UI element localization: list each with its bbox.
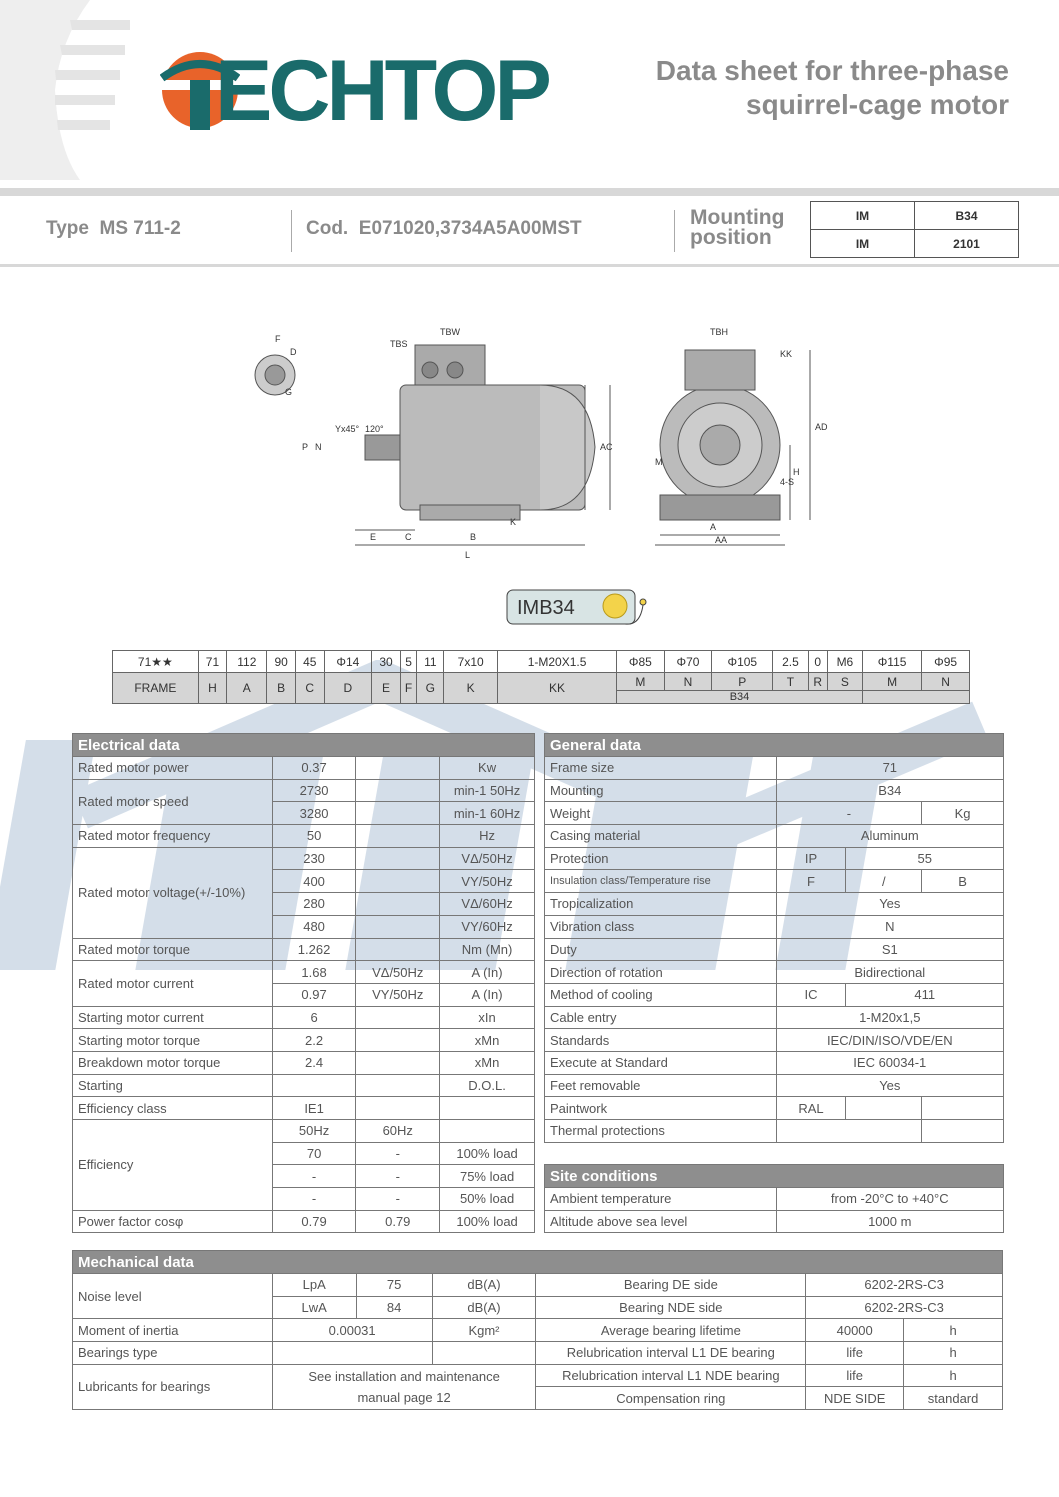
dim-value: Φ70 <box>664 651 712 673</box>
dim-label: T <box>773 673 808 691</box>
separator <box>674 210 675 252</box>
cell: IE1 <box>272 1097 356 1120</box>
lubricant-note-line: manual page 12 <box>357 1389 451 1405</box>
dim-label: KK <box>498 673 617 704</box>
cell: VY/50Hz <box>356 983 440 1006</box>
svg-text:TBW: TBW <box>440 327 460 337</box>
lubricant-note <box>272 1364 536 1409</box>
cell: xMn <box>440 1029 535 1052</box>
cod-label: Cod. <box>306 218 349 239</box>
svg-text:KK: KK <box>780 349 793 359</box>
cell: / <box>846 870 922 893</box>
im-cell: 2101 <box>915 230 1019 258</box>
row-label: Efficiency class <box>73 1097 273 1120</box>
row-label: Breakdown motor torque <box>73 1051 273 1074</box>
dim-label: M <box>617 673 665 691</box>
row-label: Casing material <box>545 825 777 848</box>
cell: VΔ/50Hz <box>440 847 535 870</box>
row-label: Rated motor voltage(+/-10%) <box>73 847 273 938</box>
cell <box>356 1029 440 1052</box>
dim-label: E <box>372 673 401 704</box>
cell: h <box>904 1342 1003 1365</box>
dim-label: G <box>417 673 444 704</box>
cell: Compensation ring <box>536 1387 806 1410</box>
cell <box>776 1120 922 1143</box>
table-row <box>73 779 535 802</box>
dim-group-empty <box>863 691 970 704</box>
cell: Yes <box>776 893 1003 916</box>
row-label: Ambient temperature <box>545 1188 777 1211</box>
cell: Kg <box>922 802 1004 825</box>
document-title <box>656 54 1009 122</box>
cell: 1000 m <box>776 1210 1003 1233</box>
dim-label: N <box>922 673 970 691</box>
section-title: Site conditions <box>545 1165 1004 1188</box>
cell <box>922 1097 1004 1120</box>
table-row <box>545 1097 1004 1120</box>
cell <box>440 1097 535 1120</box>
dim-value: Φ115 <box>863 651 922 673</box>
cell: VY/60Hz <box>440 915 535 938</box>
cell: 411 <box>846 983 1004 1006</box>
table-row <box>545 1120 1004 1143</box>
cell: Relubrication interval L1 DE bearing <box>536 1342 806 1365</box>
dim-value: Φ85 <box>617 651 665 673</box>
cell: 2.2 <box>272 1029 356 1052</box>
section-title: Mechanical data <box>73 1251 1003 1274</box>
svg-text:AC: AC <box>600 442 613 452</box>
table-row <box>73 847 535 870</box>
row-label: Cable entry <box>545 1006 777 1029</box>
dim-label: S <box>827 673 862 691</box>
mechanical-data-table <box>72 1250 1003 1410</box>
dim-label: C <box>295 673 324 704</box>
cell <box>356 938 440 961</box>
svg-text:M: M <box>655 457 663 467</box>
cell: 100% load <box>440 1142 535 1165</box>
cell: IC <box>776 983 846 1006</box>
cell <box>272 1074 356 1097</box>
dim-label: K <box>444 673 498 704</box>
cell: life <box>806 1364 904 1387</box>
cell: F <box>776 870 846 893</box>
cell <box>356 1051 440 1074</box>
cell: xMn <box>440 1051 535 1074</box>
row-label: Rated motor torque <box>73 938 273 961</box>
cell: 0.97 <box>272 983 356 1006</box>
cell: Hz <box>440 825 535 848</box>
table-row <box>545 1051 1004 1074</box>
cell: 50 <box>272 825 356 848</box>
svg-text:E: E <box>370 532 377 542</box>
cell: 2730 <box>272 779 356 802</box>
cell: standard <box>904 1387 1003 1410</box>
cell: VY/50Hz <box>440 870 535 893</box>
table-row <box>545 1029 1004 1052</box>
svg-text:B: B <box>470 532 477 542</box>
svg-text:C: C <box>405 532 412 542</box>
cell <box>922 1120 1004 1143</box>
row-label: Tropicalization <box>545 893 777 916</box>
dim-label: P <box>712 673 773 691</box>
dim-value: Φ105 <box>712 651 773 673</box>
svg-text:D: D <box>290 347 297 357</box>
cell: N <box>776 915 1003 938</box>
cell: min-1 60Hz <box>440 802 535 825</box>
row-label: Rated motor power <box>73 757 273 780</box>
row-label: Execute at Standard <box>545 1051 777 1074</box>
row-label: Frame size <box>545 757 777 780</box>
cell: 40000 <box>806 1319 904 1342</box>
cell: LwA <box>272 1296 356 1319</box>
cell: - <box>356 1142 440 1165</box>
row-label: Starting <box>73 1074 273 1097</box>
dim-value: 7x10 <box>444 651 498 673</box>
cell <box>846 1097 922 1120</box>
table-row <box>73 938 535 961</box>
divider-top <box>0 188 1059 196</box>
row-label: Mounting <box>545 779 777 802</box>
cell <box>356 1097 440 1120</box>
cell <box>272 1342 432 1365</box>
row-label: Moment of inertia <box>73 1319 273 1342</box>
svg-text:N: N <box>315 442 322 452</box>
table-row <box>545 1074 1004 1097</box>
table-row <box>73 1097 535 1120</box>
cell: Kgm² <box>432 1319 536 1342</box>
row-label: Rated motor frequency <box>73 825 273 848</box>
table-row <box>73 1006 535 1029</box>
row-label: Method of cooling <box>545 983 777 1006</box>
cell <box>432 1342 536 1365</box>
cell: B34 <box>776 779 1003 802</box>
cell: Bearing DE side <box>536 1274 806 1297</box>
dim-value: 5 <box>400 651 417 673</box>
cell: 60Hz <box>356 1120 440 1143</box>
cell: - <box>272 1188 356 1211</box>
row-label: Direction of rotation <box>545 961 777 984</box>
dim-label: H <box>198 673 227 704</box>
dim-value: 1-M20X1.5 <box>498 651 617 673</box>
mount-line-1: Mounting <box>690 206 785 229</box>
cell: min-1 50Hz <box>440 779 535 802</box>
dim-value: 71 <box>198 651 227 673</box>
table-row <box>73 825 535 848</box>
table-row <box>545 961 1004 984</box>
cell: 0.37 <box>272 757 356 780</box>
cell: 50Hz <box>272 1120 356 1143</box>
row-label: Starting motor current <box>73 1006 273 1029</box>
table-row <box>73 1274 1003 1297</box>
cell: xIn <box>440 1006 535 1029</box>
cell: 480 <box>272 915 356 938</box>
svg-text:H: H <box>793 467 800 477</box>
cell: RAL <box>776 1097 846 1120</box>
dim-label: FRAME <box>113 673 199 704</box>
cell: 84 <box>356 1296 432 1319</box>
dim-label: R <box>808 673 827 691</box>
table-row <box>545 983 1004 1006</box>
cell: - <box>356 1165 440 1188</box>
table-row <box>545 893 1004 916</box>
dim-value: 11 <box>417 651 444 673</box>
row-label: Protection <box>545 847 777 870</box>
cell: 230 <box>272 847 356 870</box>
row-label: Duty <box>545 938 777 961</box>
dim-value: Φ95 <box>922 651 970 673</box>
svg-text:AD: AD <box>815 422 828 432</box>
row-label: Thermal protections <box>545 1120 777 1143</box>
table-row <box>545 825 1004 848</box>
row-label: Rated motor current <box>73 961 273 1006</box>
dim-label: F <box>400 673 417 704</box>
cell: 0.79 <box>272 1210 356 1233</box>
table-row <box>545 1188 1004 1211</box>
svg-text:G: G <box>285 387 293 397</box>
row-label: Vibration class <box>545 915 777 938</box>
dim-value: 2.5 <box>773 651 808 673</box>
im-table <box>810 201 1019 258</box>
cell: Nm (Mn) <box>440 938 535 961</box>
row-label: Paintwork <box>545 1097 777 1120</box>
cell: 70 <box>272 1142 356 1165</box>
table-row <box>545 1210 1004 1233</box>
cell: 6 <box>272 1006 356 1029</box>
table-row <box>545 915 1004 938</box>
table-row <box>73 1051 535 1074</box>
cell: S1 <box>776 938 1003 961</box>
row-label: Power factor cosφ <box>73 1210 273 1233</box>
table-row <box>73 1210 535 1233</box>
title-line-2: squirrel-cage motor <box>746 89 1009 120</box>
svg-text:K: K <box>510 517 517 527</box>
table-row <box>545 802 1004 825</box>
cell: 1-M20x1,5 <box>776 1006 1003 1029</box>
im-cell: B34 <box>915 202 1019 230</box>
dim-value: 90 <box>267 651 296 673</box>
cell: dB(A) <box>432 1296 536 1319</box>
row-label: Efficiency <box>73 1120 273 1211</box>
cell: IP <box>776 847 846 870</box>
cell: Bearing NDE side <box>536 1296 806 1319</box>
dim-group-label: B34 <box>617 691 863 704</box>
cell <box>356 1006 440 1029</box>
cell: Bidirectional <box>776 961 1003 984</box>
cell: Average bearing lifetime <box>536 1319 806 1342</box>
motor-dimension-drawing <box>240 300 840 560</box>
dim-value: 30 <box>372 651 401 673</box>
dim-value: 112 <box>227 651 267 673</box>
cell: A (In) <box>440 961 535 984</box>
row-label: Weight <box>545 802 777 825</box>
imb34-badge <box>505 586 655 631</box>
general-data-table <box>544 733 1004 1143</box>
cell: 6202-2RS-C3 <box>806 1296 1003 1319</box>
cell: B <box>922 870 1004 893</box>
dim-value: 0 <box>808 651 827 673</box>
table-row <box>73 1029 535 1052</box>
mount-line-2: position <box>690 226 772 249</box>
cell: D.O.L. <box>440 1074 535 1097</box>
dim-label: N <box>664 673 712 691</box>
title-line-1: Data sheet for three-phase <box>655 55 1009 86</box>
cell: from -20°C to +40°C <box>776 1188 1003 1211</box>
cell: IEC 60034-1 <box>776 1051 1003 1074</box>
svg-text:P: P <box>302 442 309 452</box>
separator <box>291 210 292 252</box>
cell: 55 <box>846 847 1004 870</box>
logo-wordmark: ECHTOP <box>215 43 548 139</box>
logo-background-graphic <box>0 0 130 180</box>
dim-label: M <box>863 673 922 691</box>
section-title: General data <box>545 734 1004 757</box>
cell: h <box>904 1364 1003 1387</box>
cell: life <box>806 1342 904 1365</box>
cell <box>356 779 440 802</box>
svg-text:AA: AA <box>715 535 728 545</box>
cell: dB(A) <box>432 1274 536 1297</box>
cell: NDE SIDE <box>806 1387 904 1410</box>
cell: 100% load <box>440 1210 535 1233</box>
cell: 50% load <box>440 1188 535 1211</box>
row-label: Bearings type <box>73 1342 273 1365</box>
type-value: MS 711-2 <box>99 218 181 239</box>
cell <box>356 802 440 825</box>
cell: Relubrication interval L1 NDE bearing <box>536 1364 806 1387</box>
dim-value: 71★★ <box>113 651 199 673</box>
table-row <box>73 757 535 780</box>
cell: Yes <box>776 1074 1003 1097</box>
cell: - <box>356 1188 440 1211</box>
section-title: Electrical data <box>73 734 535 757</box>
lubricant-note-line: See installation and maintenance <box>308 1368 500 1384</box>
cell: IEC/DIN/ISO/VDE/EN <box>776 1029 1003 1052</box>
table-row <box>73 961 535 984</box>
im-cell: IM <box>811 230 915 258</box>
cell: 280 <box>272 893 356 916</box>
cell <box>356 825 440 848</box>
site-conditions-table <box>544 1164 1004 1233</box>
table-row <box>545 1006 1004 1029</box>
cell <box>440 1120 535 1143</box>
table-row <box>545 938 1004 961</box>
cell: h <box>904 1319 1003 1342</box>
cell: LpA <box>272 1274 356 1297</box>
imb34-badge-text: IMB34 <box>517 597 575 619</box>
cell: 1.262 <box>272 938 356 961</box>
cell: 0.79 <box>356 1210 440 1233</box>
cell: 71 <box>776 757 1003 780</box>
im-cell: IM <box>811 202 915 230</box>
table-row <box>545 779 1004 802</box>
row-label: Rated motor speed <box>73 779 273 824</box>
row-label: Noise level <box>73 1274 273 1319</box>
table-row <box>73 1342 1003 1365</box>
svg-text:L: L <box>465 550 471 560</box>
dim-value: 45 <box>295 651 324 673</box>
cell: 6202-2RS-C3 <box>806 1274 1003 1297</box>
cell: 75% load <box>440 1165 535 1188</box>
cod-value: E071020,3734A5A00MST <box>358 218 582 239</box>
dim-value: M6 <box>827 651 862 673</box>
type-label: Type <box>46 218 89 239</box>
svg-text:4-S: 4-S <box>780 477 795 487</box>
cell: 0.00031 <box>272 1319 432 1342</box>
dim-label: D <box>324 673 372 704</box>
cell: - <box>272 1165 356 1188</box>
cell: 2.4 <box>272 1051 356 1074</box>
table-row <box>73 1364 1003 1387</box>
svg-text:Yx45°: Yx45° <box>335 424 360 434</box>
divider-mid <box>0 264 1059 267</box>
mounting-position-label <box>690 208 784 248</box>
cell <box>356 1074 440 1097</box>
row-label: Insulation class/Temperature rise <box>545 870 777 893</box>
cod-field <box>306 218 582 240</box>
cell: Aluminum <box>776 825 1003 848</box>
table-row <box>545 757 1004 780</box>
cell: VΔ/50Hz <box>356 961 440 984</box>
dimension-table <box>112 650 970 704</box>
cell: VΔ/60Hz <box>440 893 535 916</box>
svg-text:120°: 120° <box>365 424 384 434</box>
cell: 75 <box>356 1274 432 1297</box>
table-row <box>73 1074 535 1097</box>
cell: Kw <box>440 757 535 780</box>
dim-label: B <box>267 673 296 704</box>
cell <box>356 757 440 780</box>
table-row <box>73 1120 535 1143</box>
row-label: Standards <box>545 1029 777 1052</box>
row-label: Lubricants for bearings <box>73 1364 273 1409</box>
svg-text:F: F <box>275 334 281 344</box>
row-label: Feet removable <box>545 1074 777 1097</box>
row-label: Altitude above sea level <box>545 1210 777 1233</box>
cell: - <box>776 802 922 825</box>
cell: 400 <box>272 870 356 893</box>
type-field <box>46 218 181 240</box>
dim-value: Φ14 <box>324 651 372 673</box>
table-row <box>545 870 1004 893</box>
svg-text:TBS: TBS <box>390 339 408 349</box>
dim-label: A <box>227 673 267 704</box>
cell: A (In) <box>440 983 535 1006</box>
electrical-data-table <box>72 733 535 1233</box>
cell: 1.68 <box>272 961 356 984</box>
svg-text:TBH: TBH <box>710 327 728 337</box>
svg-text:A: A <box>710 522 717 532</box>
table-row <box>73 1319 1003 1342</box>
table-row <box>545 847 1004 870</box>
row-label: Starting motor torque <box>73 1029 273 1052</box>
cell: 3280 <box>272 802 356 825</box>
